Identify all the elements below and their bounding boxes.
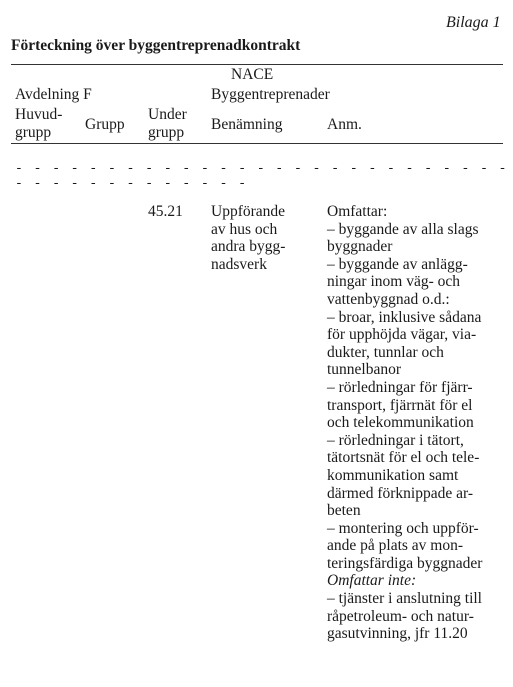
- remark-line: – tjänster i anslutning till: [327, 590, 482, 608]
- column-header-main-group-2: grupp: [15, 124, 52, 141]
- remark-line: Omfattar:: [327, 203, 388, 220]
- header-top-rule: [11, 64, 503, 65]
- designation-line: nadsverk: [211, 255, 267, 273]
- designation-line: av hus och: [211, 220, 278, 238]
- remark-line: – montering och uppför-: [327, 519, 479, 537]
- annex-label: Bilaga 1: [446, 14, 501, 31]
- remark-line: råpetroleum- och natur-: [327, 607, 474, 625]
- remark-line: – rörledningar för fjärr-: [327, 378, 473, 396]
- remark-line: Omfattar inte:: [327, 572, 417, 590]
- remark-line: gasutvinning, jfr 11.20: [327, 625, 468, 643]
- remark-line: – byggande av anlägg-: [327, 255, 468, 273]
- column-header-construction: Byggentreprenader: [211, 86, 330, 103]
- designation-line: Uppförande: [211, 203, 286, 220]
- remark-line: teringsfärdiga byggnader: [327, 554, 483, 572]
- remark-line: transport, fjärrnät för el: [327, 396, 473, 414]
- designation-cell: [211, 203, 285, 273]
- column-header-subgroup-1: Under: [148, 106, 187, 123]
- header-bottom-rule: [11, 143, 503, 144]
- remark-line: byggnader: [327, 238, 393, 256]
- designation-line: andra bygg-: [211, 238, 286, 256]
- column-header-section: Avdelning F: [15, 86, 92, 103]
- column-header-main-group-1: Huvud-: [15, 106, 63, 123]
- column-header-group: Grupp: [85, 116, 125, 133]
- remark-line: – byggande av alla slags: [327, 220, 479, 238]
- remark-line: tunnelbanor: [327, 361, 402, 379]
- subgroup-code: 45.21: [148, 203, 183, 220]
- column-header-remark: Anm.: [327, 116, 362, 133]
- document-title: Förteckning över byggentreprenadkontrakt: [11, 37, 301, 54]
- remark-line: beten: [327, 502, 361, 520]
- remark-line: – broar, inklusive sådana: [327, 308, 482, 326]
- remark-line: dukter, tunnlar och: [327, 343, 444, 361]
- remark-line: och telekommunikation: [327, 414, 474, 432]
- remark-line: ande på plats av mon-: [327, 537, 464, 555]
- dashed-separator: - - - - - - - - - - - - - - - - - - - - - - - - - - - - - - - - - - - - - - - -: [15, 161, 508, 191]
- remark-line: för upphöjda vägar, via-: [327, 326, 477, 344]
- remark-line: vattenbyggnad o.d.:: [327, 290, 450, 308]
- remark-line: – rörledningar i tätort,: [327, 431, 464, 449]
- remark-line: ningar inom väg- och: [327, 273, 461, 291]
- remark-line: därmed förknippade ar-: [327, 484, 474, 502]
- column-header-nace: NACE: [231, 66, 274, 83]
- column-header-subgroup-2: grupp: [148, 124, 185, 141]
- remark-line: kommunikation samt: [327, 466, 459, 484]
- remark-cell: [327, 203, 482, 643]
- column-header-designation: Benämning: [211, 116, 283, 133]
- remark-line: tätortsnät för el och tele-: [327, 449, 480, 467]
